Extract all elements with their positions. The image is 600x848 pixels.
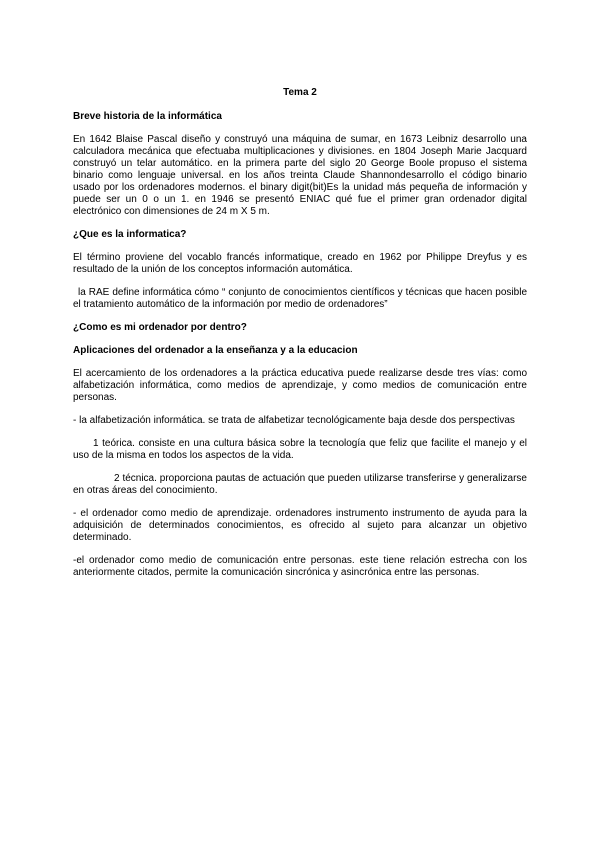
paragraph-tecnica: 2 técnica. proporciona pautas de actuación que pueden utilizarse transferirse y generalizarse en otras áreas del conocimiento. xyxy=(73,473,527,496)
section-heading-que-es: ¿Que es la informatica? xyxy=(73,229,187,240)
paragraph-rae: la RAE define informática cómo “ conjunto de conocimientos científicos y técnicas que hacen posible el tratamiento automático de la información por medio de ordenadores” xyxy=(73,287,527,310)
paragraph-acercamiento: El acercamiento de los ordenadores a la práctica educativa puede realizarse desde tres vías: como alfabetización informática, como medios de aprendizaje, y como medios de comunicación entre personas. xyxy=(73,368,527,403)
page-title: Tema 2 xyxy=(283,87,317,98)
paragraph-termino: El término proviene del vocablo francés informatique, creado en 1962 por Philippe Dreyfus y es resultado de la unión de los conceptos información automática. xyxy=(73,252,527,275)
paragraph-aprendizaje: - el ordenador como medio de aprendizaje. ordenadores instrumento instrumento de ayuda para la adquisición de determinados conocimientos, es ofrecido al sujeto para alcanzar un objetivo determinado. xyxy=(73,508,527,543)
paragraph-alfabetizacion: - la alfabetización informática. se trata de alfabetizar tecnológicamente baja desde dos perspectivas xyxy=(73,415,515,426)
section-heading-aplicaciones: Aplicaciones del ordenador a la enseñanza y a la educacion xyxy=(73,345,358,356)
section-heading-ordenador: ¿Como es mi ordenador por dentro? xyxy=(73,322,247,333)
paragraph-teorica: 1 teórica. consiste en una cultura básica sobre la tecnología que feliz que facilite el manejo y el uso de la misma en todos los aspectos de la vida. xyxy=(73,438,527,461)
paragraph-historia: En 1642 Blaise Pascal diseño y construyó una máquina de sumar, en 1673 Leibniz desarrollo una calculadora mecánica que efectuaba multiplicaciones y divisiones. en 1804 Joseph Marie Jacquard construyó un telar automático. en la primera parte del siglo 20 George Boole propuso el sistema binario como lenguaje universal. en los años treinta Claude Shannondesarrollo el código binario usado por los ordenadores modernos. el binary digit(bit)Es la unidad más pequeña de información y puede ser un 0 o un 1. en 1946 se presentó ENIAC qué fue el primer gran ordenador digital electrónico con dimensiones de 24 m X 5 m. xyxy=(73,134,527,217)
paragraph-comunicacion: -el ordenador como medio de comunicación entre personas. este tiene relación estrecha con los anteriormente citados, permite la comunicación sincrónica y asincrónica entre las personas. xyxy=(73,555,527,578)
section-heading-historia: Breve historia de la informática xyxy=(73,111,222,122)
document-body xyxy=(73,87,527,590)
